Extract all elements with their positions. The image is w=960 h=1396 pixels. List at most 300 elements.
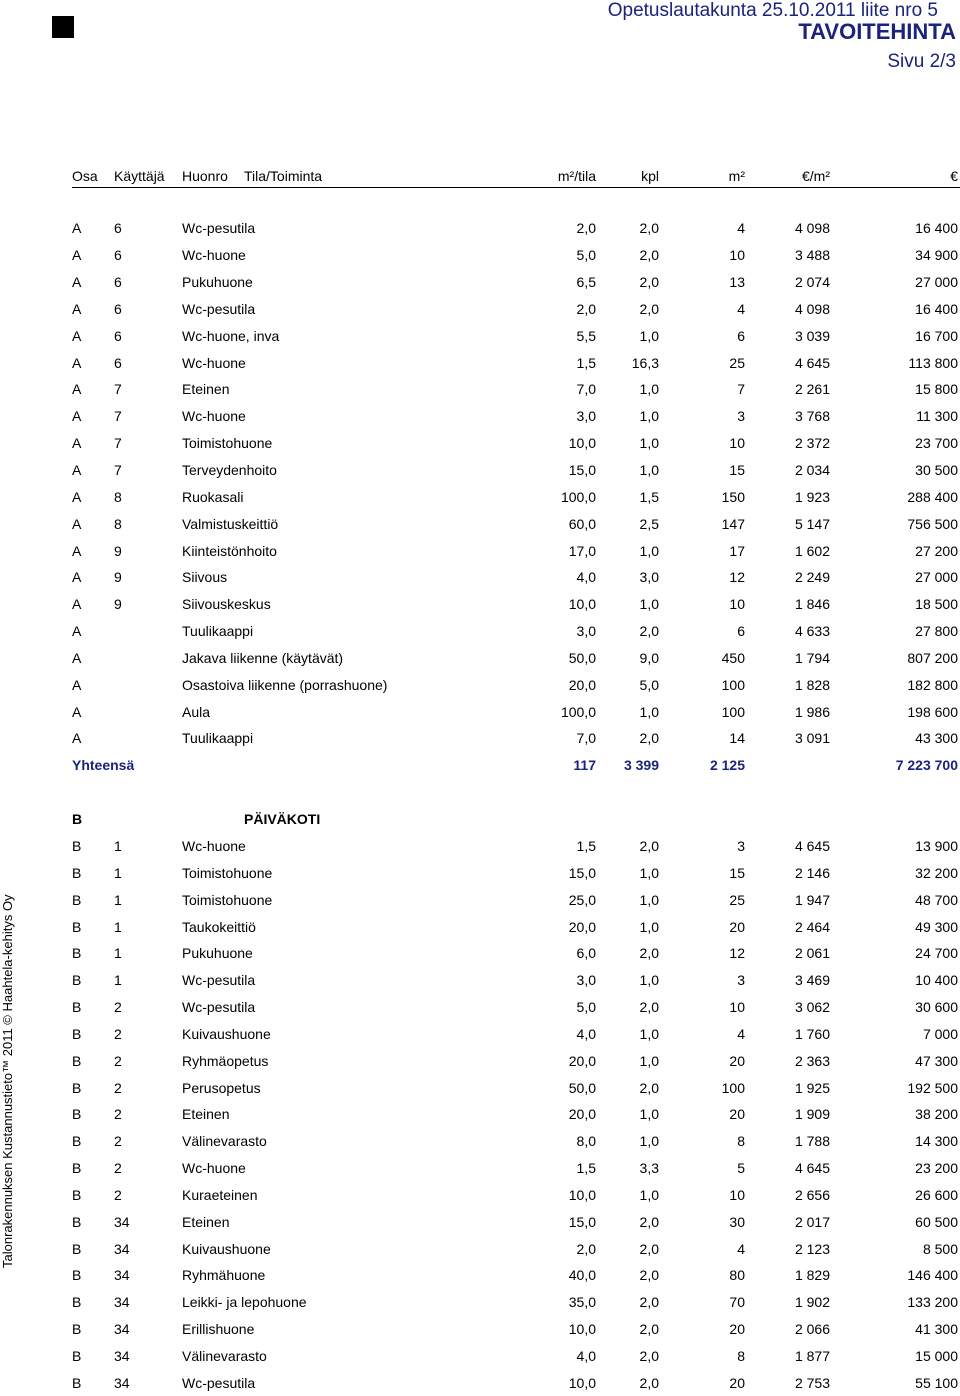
row-kpl: 2,0: [639, 1294, 659, 1311]
row-kpl: 2,0: [639, 1267, 659, 1284]
row-tila: Eteinen: [182, 1213, 230, 1230]
table-row: [72, 994, 960, 1021]
row-kpl: 1,0: [639, 1052, 659, 1069]
row-m2-tila: 60,0: [568, 515, 596, 532]
row-eur-per-m2: 2 249: [794, 569, 830, 586]
row-eur-per-m2: 4 645: [794, 354, 830, 371]
row-osa: B: [72, 1133, 82, 1150]
row-kayttaja: 34: [114, 1240, 130, 1257]
row-m2: 15: [729, 462, 745, 479]
row-kayttaja: 1: [114, 972, 122, 989]
table-row: [72, 1047, 960, 1074]
row-osa: A: [72, 623, 82, 640]
row-tila: Kiinteistönhoito: [182, 542, 277, 559]
row-eur-per-m2: 1 986: [794, 703, 830, 720]
row-osa: B: [72, 1186, 82, 1203]
row-kpl: 3,0: [639, 569, 659, 586]
row-m2: 20: [729, 1321, 745, 1338]
row-kpl: 1,0: [639, 1133, 659, 1150]
row-osa: A: [72, 327, 82, 344]
row-m2: 20: [729, 1374, 745, 1391]
table-header-row: [72, 165, 960, 188]
row-eur-per-m2: 1 909: [794, 1106, 830, 1123]
row-m2-tila: 7,0: [576, 381, 596, 398]
row-osa: B: [72, 1240, 82, 1257]
col-tila: Tila/Toiminta: [244, 165, 500, 188]
row-m2: 4: [737, 300, 745, 317]
row-osa: A: [72, 703, 82, 720]
table-row: [72, 537, 960, 564]
row-m2-tila: 3,0: [576, 408, 596, 425]
row-kpl: 1,0: [639, 891, 659, 908]
row-eur: 41 300: [915, 1321, 958, 1338]
row-eur-per-m2: 1 902: [794, 1294, 830, 1311]
table-row: [72, 967, 960, 994]
row-m2-tila: 35,0: [568, 1294, 596, 1311]
row-eur-per-m2: 5 147: [794, 515, 830, 532]
row-eur-per-m2: 4 645: [794, 837, 830, 854]
table-row: [72, 645, 960, 672]
row-tila: Välinevarasto: [182, 1133, 267, 1150]
row-m2: 30: [729, 1213, 745, 1230]
row-eur-per-m2: 1 794: [794, 649, 830, 666]
row-osa: B: [72, 1052, 82, 1069]
table-row: [72, 483, 960, 510]
total-m2: 2 125: [709, 757, 745, 774]
row-tila: Wc-huone: [182, 408, 246, 425]
row-m2: 4: [737, 220, 745, 237]
row-eur: 11 300: [916, 408, 958, 425]
row-kpl: 1,0: [639, 462, 659, 479]
row-m2-tila: 2,0: [576, 1240, 596, 1257]
row-m2: 17: [729, 542, 745, 559]
total-eur: 7 223 700: [895, 757, 958, 774]
row-tila: Kuraeteinen: [182, 1186, 258, 1203]
row-tila: Wc-huone: [182, 247, 246, 264]
row-eur: 47 300: [915, 1052, 958, 1069]
row-kayttaja: 2: [114, 1052, 122, 1069]
table-row: [72, 1235, 960, 1262]
row-m2-tila: 10,0: [568, 435, 596, 452]
row-kpl: 1,0: [639, 542, 659, 559]
row-m2: 10: [729, 596, 745, 613]
row-osa: A: [72, 542, 82, 559]
row-eur: 16 400: [915, 220, 958, 237]
total-row: [72, 752, 960, 779]
row-m2-tila: 8,0: [576, 1133, 596, 1150]
table-row: [72, 349, 960, 376]
row-kpl: 1,0: [639, 327, 659, 344]
row-eur: 146 400: [907, 1267, 958, 1284]
row-osa: B: [72, 1348, 82, 1365]
spacer-row: [72, 779, 960, 806]
row-tila: Siivouskeskus: [182, 596, 271, 613]
row-tila: Terveydenhoito: [182, 462, 277, 479]
row-kayttaja: 1: [114, 837, 122, 854]
row-osa: A: [72, 408, 82, 425]
row-m2-tila: 7,0: [576, 730, 596, 747]
row-eur-per-m2: 3 488: [794, 247, 830, 264]
row-kayttaja: 34: [114, 1374, 130, 1391]
row-m2: 13: [729, 274, 745, 291]
table-row: [72, 376, 960, 403]
row-eur: 13 900: [915, 837, 958, 854]
row-kpl: 2,0: [639, 1321, 659, 1338]
row-m2-tila: 1,5: [576, 1160, 596, 1177]
row-eur-per-m2: 1 788: [794, 1133, 830, 1150]
row-eur: 55 100: [915, 1374, 958, 1391]
row-eur-per-m2: 1 828: [794, 676, 830, 693]
row-kayttaja: 7: [114, 462, 122, 479]
row-m2: 7: [737, 381, 745, 398]
cost-table: [72, 165, 960, 1396]
row-kpl: 2,0: [639, 1348, 659, 1365]
table-row: [72, 940, 960, 967]
row-tila: Pukuhuone: [182, 274, 253, 291]
col-kayttaja: Käyttäjä: [114, 165, 182, 188]
row-eur-per-m2: 1 947: [794, 891, 830, 908]
row-kpl: 1,0: [639, 864, 659, 881]
row-m2-tila: 10,0: [568, 596, 596, 613]
row-m2-tila: 15,0: [568, 462, 596, 479]
table-row: [72, 1020, 960, 1047]
row-eur-per-m2: 1 923: [794, 488, 830, 505]
row-kayttaja: 9: [114, 596, 122, 613]
row-kpl: 2,0: [639, 300, 659, 317]
row-kpl: 9,0: [639, 649, 659, 666]
row-kayttaja: 7: [114, 435, 122, 452]
row-eur: 133 200: [907, 1294, 958, 1311]
row-m2-tila: 20,0: [568, 676, 596, 693]
row-m2: 100: [721, 703, 745, 720]
row-tila: Erillishuone: [182, 1321, 255, 1338]
row-tila: Wc-pesutila: [182, 999, 256, 1016]
row-eur-per-m2: 2 074: [794, 274, 830, 291]
row-kayttaja: [114, 645, 182, 672]
table-row: [72, 698, 960, 725]
row-m2-tila: 6,0: [576, 945, 596, 962]
row-osa: A: [72, 596, 82, 613]
row-eur: 30 600: [915, 999, 958, 1016]
row-m2: 10: [729, 435, 745, 452]
row-eur: 43 300: [915, 730, 958, 747]
row-eur: 113 800: [908, 354, 958, 371]
row-eur: 23 200: [915, 1160, 958, 1177]
row-eur-per-m2: 3 091: [794, 730, 830, 747]
row-eur: 34 900: [915, 247, 958, 264]
row-eur: 15 800: [915, 381, 958, 398]
row-m2-tila: 15,0: [568, 1213, 596, 1230]
row-kayttaja: 34: [114, 1348, 130, 1365]
table-row: [72, 1289, 960, 1316]
row-eur-per-m2: 1 829: [794, 1267, 830, 1284]
row-tila: Aula: [182, 703, 211, 720]
row-m2-tila: 20,0: [568, 1106, 596, 1123]
row-osa: B: [72, 1321, 82, 1338]
row-kayttaja: 8: [114, 488, 122, 505]
row-eur: 182 800: [907, 676, 958, 693]
row-m2: 20: [729, 918, 745, 935]
row-kayttaja: 34: [114, 1213, 130, 1230]
row-kayttaja: 2: [114, 999, 122, 1016]
copyright-side-text: Talonrakennuksen Kustannustieto™ 2011 © Haahtela-kehitys Oy: [0, 894, 15, 1268]
row-kpl: 2,0: [639, 247, 659, 264]
row-osa: B: [72, 972, 82, 989]
row-eur-per-m2: 2 146: [794, 864, 830, 881]
section-a-total: [72, 752, 960, 833]
row-m2-tila: 25,0: [568, 891, 596, 908]
row-m2-tila: 1,5: [576, 837, 596, 854]
row-m2-tila: 40,0: [568, 1267, 596, 1284]
table-row: [72, 591, 960, 618]
row-eur: 7 000: [922, 1025, 958, 1042]
row-kpl: 2,0: [639, 999, 659, 1016]
table-row: [72, 1128, 960, 1155]
row-osa: B: [72, 1213, 82, 1230]
row-kpl: 1,5: [639, 488, 659, 505]
row-m2: 3: [737, 408, 745, 425]
table-row: [72, 1182, 960, 1209]
row-kayttaja: [114, 698, 182, 725]
table-row: [72, 1343, 960, 1370]
row-kpl: 2,0: [639, 1079, 659, 1096]
row-m2: 4: [737, 1025, 745, 1042]
row-eur-per-m2: 1 846: [794, 596, 830, 613]
row-m2-tila: 3,0: [576, 623, 596, 640]
row-kayttaja: 2: [114, 1106, 122, 1123]
row-m2: 147: [721, 515, 745, 532]
section-a-rows: [72, 188, 960, 752]
table-row: [72, 564, 960, 591]
row-m2-tila: 2,0: [576, 300, 596, 317]
row-eur-per-m2: 2 363: [794, 1052, 830, 1069]
row-tila: Wc-huone: [182, 1160, 246, 1177]
row-m2-tila: 20,0: [568, 1052, 596, 1069]
row-kayttaja: [114, 618, 182, 645]
row-eur-per-m2: 1 760: [794, 1025, 830, 1042]
row-kpl: 1,0: [639, 703, 659, 720]
row-tila: Wc-huone, inva: [182, 327, 280, 344]
row-m2: 12: [729, 569, 745, 586]
row-tila: Osastoiva liikenne (porrashuone): [182, 676, 388, 693]
table-row: [72, 510, 960, 537]
row-eur: 26 600: [915, 1186, 958, 1203]
row-eur: 16 700: [915, 327, 958, 344]
row-eur-per-m2: 4 098: [794, 300, 830, 317]
row-kayttaja: 1: [114, 891, 122, 908]
row-eur-per-m2: 2 753: [794, 1374, 830, 1391]
row-kpl: 1,0: [639, 918, 659, 935]
row-m2: 8: [737, 1348, 745, 1365]
row-kpl: 2,0: [639, 623, 659, 640]
row-kpl: 1,0: [639, 408, 659, 425]
row-m2: 450: [721, 649, 745, 666]
row-eur-per-m2: 2 061: [794, 945, 830, 962]
table-row: [72, 1262, 960, 1289]
row-m2: 3: [737, 837, 745, 854]
row-kayttaja: [114, 725, 182, 752]
row-osa: B: [72, 1267, 82, 1284]
row-tila: Wc-pesutila: [182, 972, 256, 989]
row-eur-per-m2: 1 925: [794, 1079, 830, 1096]
row-kpl: 2,0: [639, 730, 659, 747]
row-kayttaja: 2: [114, 1186, 122, 1203]
row-m2: 25: [729, 354, 745, 371]
row-osa: B: [72, 891, 82, 908]
row-eur-per-m2: 4 633: [794, 623, 830, 640]
table-row: [72, 618, 960, 645]
row-kpl: 1,0: [639, 596, 659, 613]
row-kpl: 2,0: [639, 837, 659, 854]
row-kpl: 2,0: [639, 220, 659, 237]
row-kpl: 1,0: [639, 1186, 659, 1203]
row-tila: Perusopetus: [182, 1079, 261, 1096]
row-eur: 18 500: [915, 596, 958, 613]
row-tila: Ruokasali: [182, 488, 244, 505]
section-b-title: PÄIVÄKOTI: [244, 811, 321, 828]
row-osa: A: [72, 354, 82, 371]
col-eur-per-m2: €/m²: [745, 165, 830, 188]
row-eur: 15 000: [915, 1348, 958, 1365]
row-m2: 150: [721, 488, 745, 505]
col-eur: €: [830, 165, 960, 188]
row-m2: 100: [721, 676, 745, 693]
table-row: [72, 1155, 960, 1182]
row-m2-tila: 6,5: [576, 274, 596, 291]
row-eur: 27 800: [915, 623, 958, 640]
row-eur: 23 700: [915, 435, 958, 452]
row-tila: Tuulikaappi: [182, 623, 254, 640]
col-kpl: kpl: [596, 165, 659, 188]
row-tila: Toimistohuone: [182, 435, 273, 452]
row-kpl: 3,3: [639, 1160, 659, 1177]
row-m2-tila: 5,0: [576, 999, 596, 1016]
row-eur-per-m2: 3 039: [794, 327, 830, 344]
table-row: [72, 1208, 960, 1235]
page-number: Sivu 2/3: [887, 51, 956, 72]
row-tila: Jakava liikenne (käytävät): [182, 649, 344, 666]
row-kayttaja: 6: [114, 247, 122, 264]
row-m2: 10: [729, 247, 745, 264]
table-row: [72, 1074, 960, 1101]
col-m2-tila: m²/tila: [500, 165, 596, 188]
row-kpl: 5,0: [639, 676, 659, 693]
row-m2-tila: 100,0: [560, 488, 596, 505]
row-m2: 8: [737, 1133, 745, 1150]
row-m2-tila: 4,0: [576, 1348, 596, 1365]
row-osa: A: [72, 676, 82, 693]
row-eur-per-m2: 2 123: [794, 1240, 830, 1257]
row-eur: 38 200: [915, 1106, 958, 1123]
row-m2-tila: 3,0: [576, 972, 596, 989]
row-m2: 20: [729, 1052, 745, 1069]
table-row: [72, 1369, 960, 1396]
row-eur: 10 400: [915, 972, 958, 989]
section-b-osa: B: [72, 811, 83, 828]
row-kpl: 2,0: [639, 274, 659, 291]
row-osa: B: [72, 1294, 82, 1311]
row-tila: Ryhmähuone: [182, 1267, 266, 1284]
row-m2: 6: [737, 327, 745, 344]
row-kayttaja: 7: [114, 381, 122, 398]
row-eur: 8 500: [922, 1240, 958, 1257]
row-kayttaja: 7: [114, 408, 122, 425]
row-m2: 4: [737, 1240, 745, 1257]
row-m2-tila: 50,0: [568, 649, 596, 666]
row-tila: Kuivaushuone: [182, 1240, 271, 1257]
row-kayttaja: 8: [114, 515, 122, 532]
row-osa: B: [72, 999, 82, 1016]
row-tila: Taukokeittiö: [182, 918, 256, 935]
row-eur-per-m2: 1 602: [794, 542, 830, 559]
row-m2: 15: [729, 864, 745, 881]
row-kayttaja: 6: [114, 300, 122, 317]
row-kpl: 1,0: [639, 381, 659, 398]
row-kayttaja: 9: [114, 569, 122, 586]
row-tila: Tuulikaappi: [182, 730, 254, 747]
row-eur: 49 300: [915, 918, 958, 935]
row-osa: A: [72, 381, 82, 398]
row-eur-per-m2: 2 372: [794, 435, 830, 452]
row-eur-per-m2: 3 062: [794, 999, 830, 1016]
table-row: [72, 1316, 960, 1343]
row-m2-tila: 17,0: [568, 542, 596, 559]
row-tila: Wc-huone: [182, 837, 246, 854]
row-tila: Leikki- ja lepohuone: [182, 1294, 307, 1311]
row-kayttaja: 2: [114, 1133, 122, 1150]
row-tila: Toimistohuone: [182, 891, 273, 908]
row-m2-tila: 100,0: [560, 703, 596, 720]
spacer-row: [72, 188, 960, 216]
row-m2: 10: [729, 999, 745, 1016]
row-kayttaja: 1: [114, 918, 122, 935]
table-row: [72, 886, 960, 913]
table-row: [72, 296, 960, 323]
row-tila: Eteinen: [182, 1106, 230, 1123]
table-row: [72, 269, 960, 296]
row-tila: Wc-pesutila: [182, 220, 256, 237]
row-eur: 24 700: [915, 945, 958, 962]
col-m2: m²: [659, 165, 745, 188]
row-kpl: 2,0: [639, 945, 659, 962]
table-row: [72, 913, 960, 940]
row-osa: B: [72, 1025, 82, 1042]
table-row: [72, 725, 960, 752]
col-huonro: Huonro: [182, 165, 244, 188]
row-eur: 48 700: [915, 891, 958, 908]
row-tila: Wc-huone: [182, 354, 246, 371]
row-m2: 6: [737, 623, 745, 640]
row-osa: B: [72, 864, 82, 881]
row-m2-tila: 50,0: [568, 1079, 596, 1096]
table-row: [72, 457, 960, 484]
section-b-rows: [72, 833, 960, 1396]
row-tila: Wc-pesutila: [182, 1374, 256, 1391]
row-m2: 70: [729, 1294, 745, 1311]
row-kayttaja: 1: [114, 864, 122, 881]
document-title: TAVOITEHINTA: [798, 19, 956, 44]
table-row: [72, 403, 960, 430]
col-osa: Osa: [72, 165, 114, 188]
total-label: Yhteensä: [72, 757, 135, 774]
row-m2: 5: [737, 1160, 745, 1177]
row-eur-per-m2: 2 464: [794, 918, 830, 935]
row-eur: 16 400: [915, 300, 958, 317]
row-m2: 80: [729, 1267, 745, 1284]
row-kayttaja: 2: [114, 1160, 122, 1177]
row-tila: Eteinen: [182, 381, 230, 398]
table-row: [72, 1101, 960, 1128]
